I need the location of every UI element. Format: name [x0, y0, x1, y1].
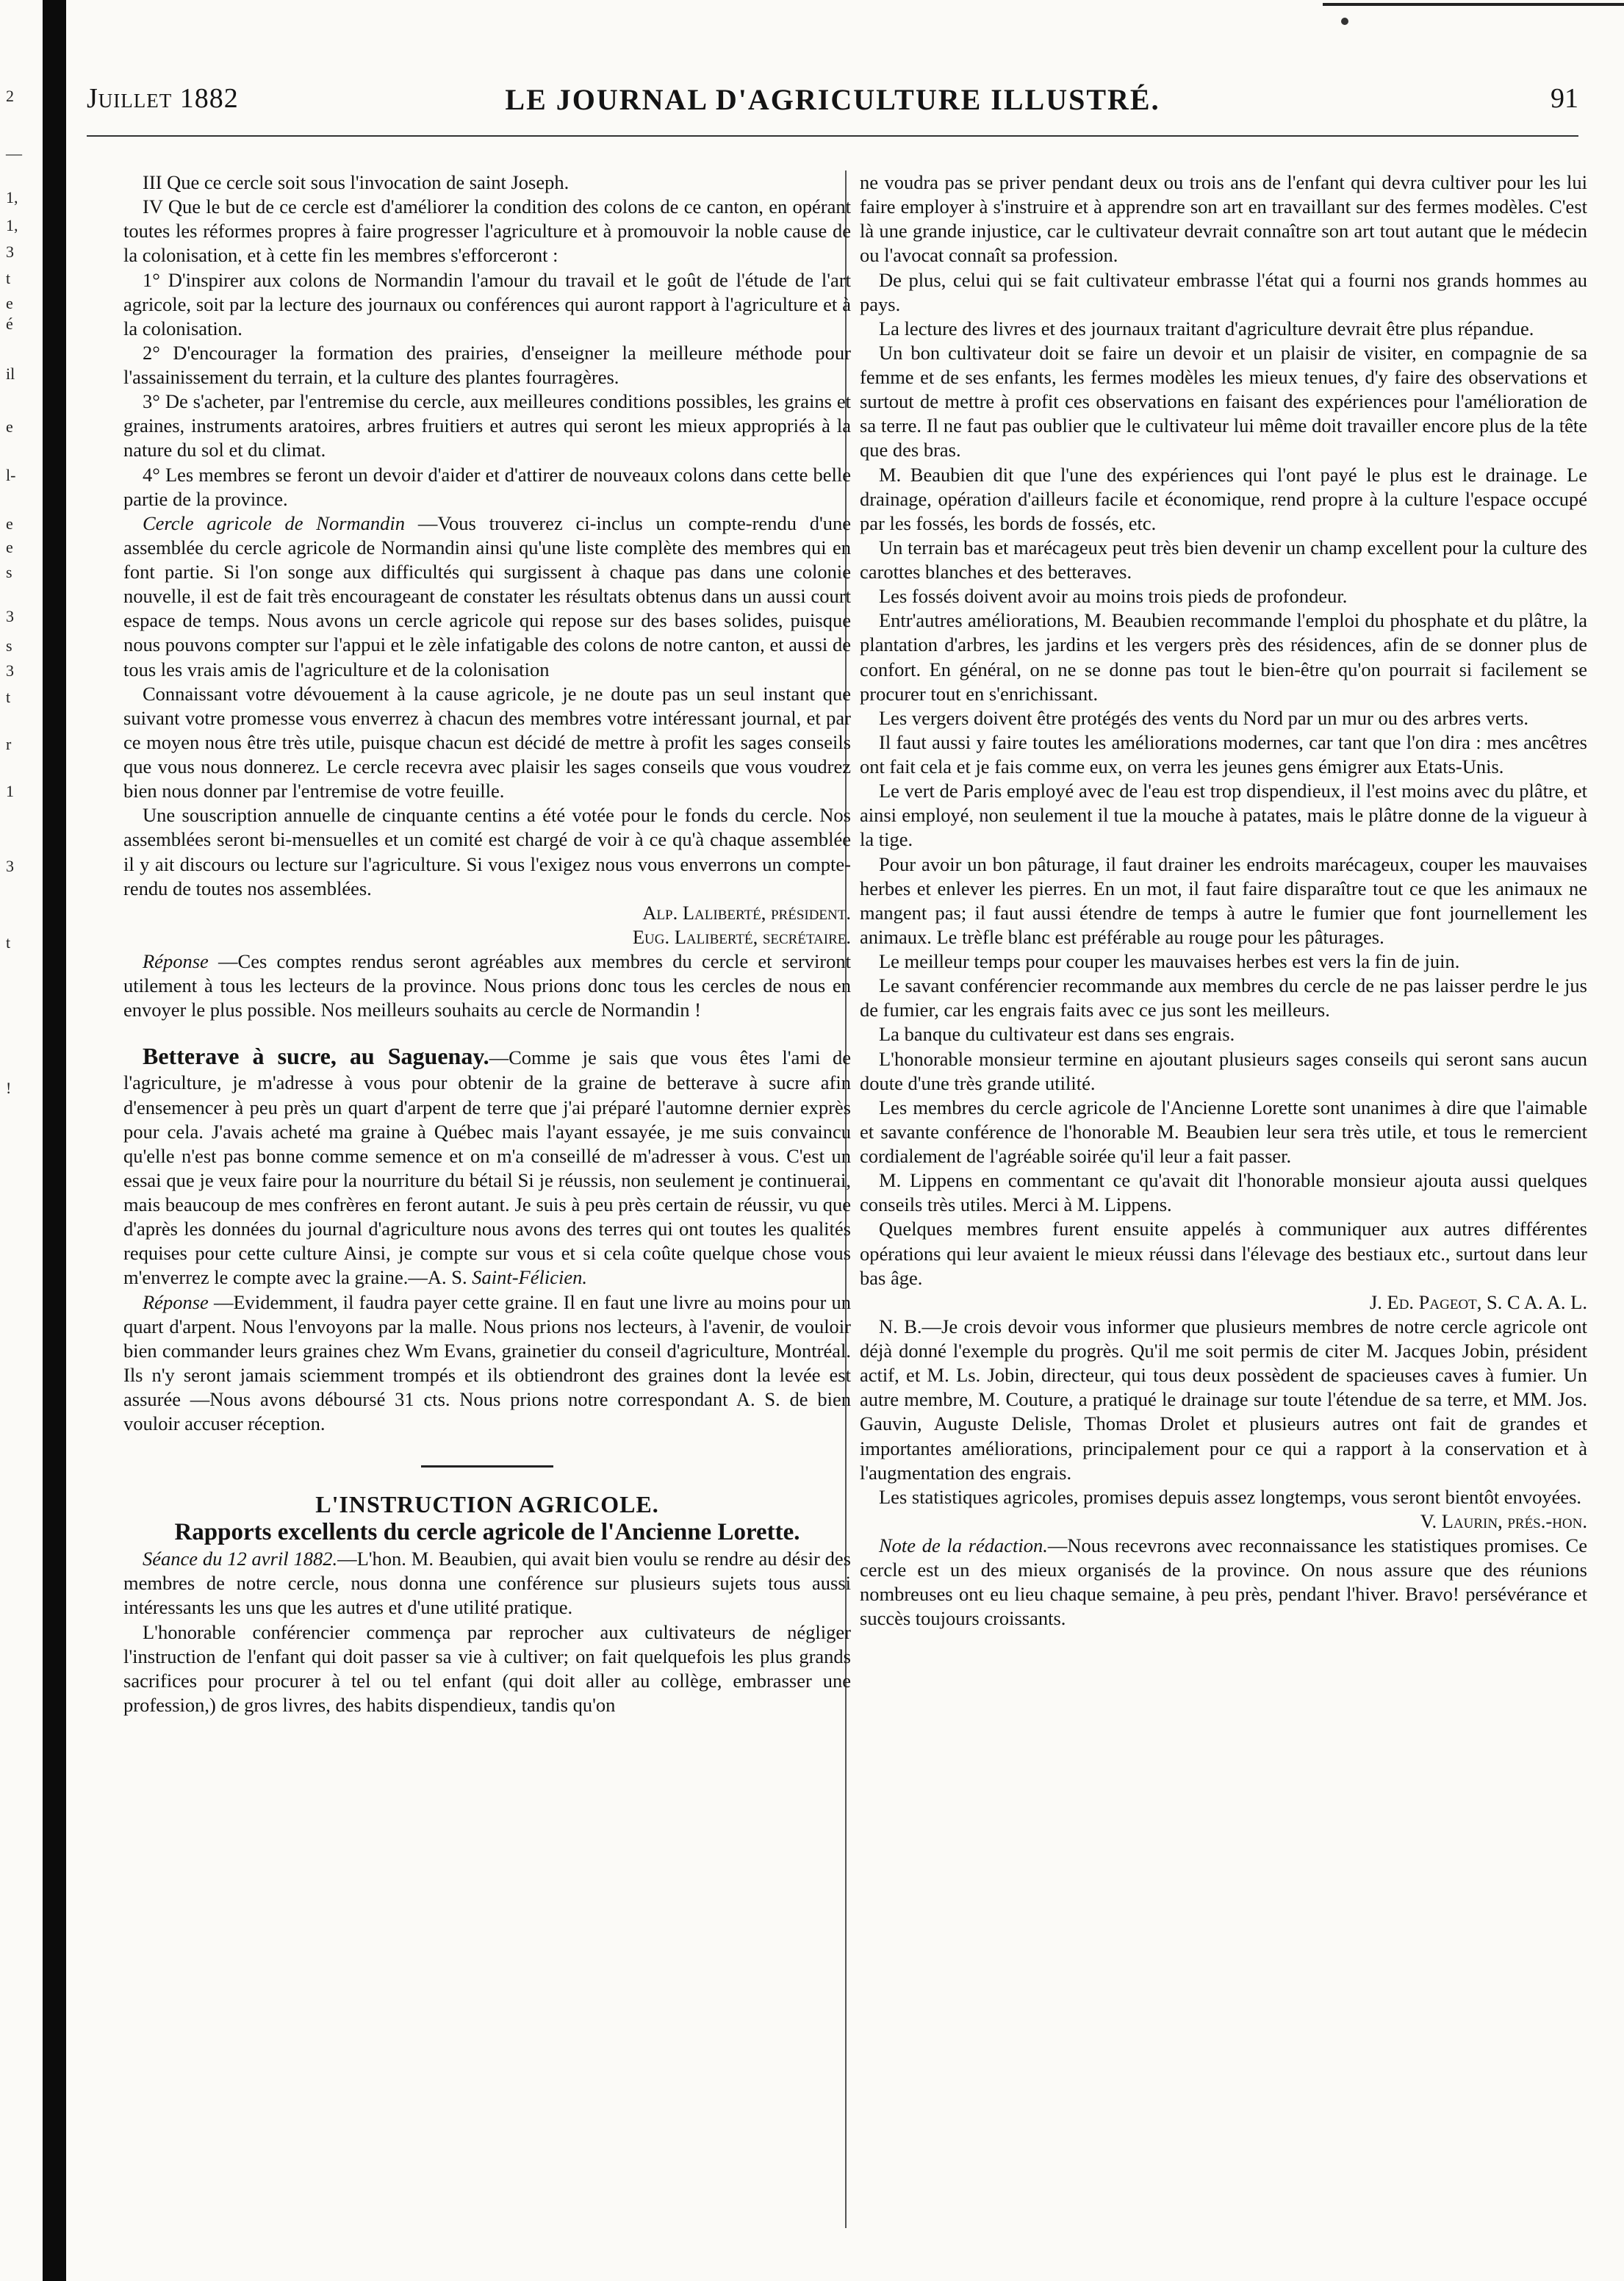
paragraph: Réponse —Evidemment, il faudra payer cette graine. Il en faut une livre au moins pour un quart d'arpent. Nous l'envoyons par la malle. Nous prions nos lecteurs, à l'avenir, de vouloir bien commander leurs graines chez Wm Evans, grainetier du conseil d'agriculture, Montréal. Ils n'y seront jamais sciemment trompés et ils obtiendront des graines dont la levée est assurée —Nous avons déboursé 31 cts. Nous prions notre correspondant A. S. de bien vouloir accuser réception. — [123, 1290, 851, 1435]
paragraph: ne voudra pas se priver pendant deux ou trois ans de l'enfant qui devra cultiver pour les lui faire employer à s'instruire et à apprendre son art en travaillant sur des fermes modèles. C'est là une grande injustice, car le cultivateur devrait connaître son art tout autant que le médecin ou l'avocat connaît sa profession. — [860, 171, 1587, 267]
paragraph: M. Beaubien dit que l'une des expériences qui l'ont payé le plus est le drainage. Le drainage, opération d'ailleurs facile et économique, rend propre à la culture l'espace occupé par les fossés, les bords de fossés, etc. — [860, 463, 1587, 534]
paragraph: La lecture des livres et des journaux traitant d'agriculture devrait être plus répandue. — [879, 317, 1534, 340]
inline-lead: Réponse — [143, 950, 209, 972]
paragraph: Le meilleur temps pour couper les mauvaises herbes est vers la fin de juin. — [879, 950, 1460, 972]
signature: Alp. Laliberté, président. — [642, 901, 851, 924]
margin-mark: t — [6, 269, 11, 287]
signature: J. Ed. Pageot, S. C A. A. L. — [1369, 1290, 1587, 1313]
page-header — [87, 82, 1578, 126]
top-rule — [1323, 3, 1624, 6]
journal-title: LE JOURNAL D'AGRICULTURE ILLUSTRÉ. — [505, 83, 1160, 116]
paragraph: Connaissant votre dévouement à la cause agricole, je ne doute pas un seul instant que suivant votre promesse vous enverrez à chacun des membres votre intéressant journal, et par ce moyen nous être très utile, puisque chacun est décidé de mettre à profit les sages conseils que vous nous donnerez. Le cercle recevra avec plaisir les sages conseils que vous voudrez bien nous donner par l'entremise de votre feuille. — [123, 682, 851, 802]
paragraph: De plus, celui qui se fait cultivateur embrasse l'état qui a fourni nos grands hommes au pays. — [860, 268, 1587, 315]
paragraph: L'honorable monsieur termine en ajoutant plusieurs sages conseils qui seront sans aucun doute d'une très grande utilité. — [860, 1047, 1587, 1094]
paragraph: L'honorable conférencier commença par reprocher aux cultivateurs de négliger l'instruction de l'enfant qui doit passer sa vie à cultiver; on fait quelquefois les plus grands sacrifices pour procurer à tel ou tel enfant (qui doit aller au collège, embrasser une profession,) de gros livres, des habits dispendieux, tandis qu'on — [123, 1620, 851, 1716]
paragraph: IV Que le but de ce cercle est d'améliorer la condition des colons de ce canton, en opérant toutes les réformes propres à faire progresser l'agriculture et à promouvoir la noble cause de la colonisation, et à cette fin les membres s'efforceront : — [123, 195, 851, 267]
paragraph: Le savant conférencier recommande aux membres du cercle de ne pas laisser perdre le jus de fumier, car les engrais faits avec ce jus sont les meilleurs. — [860, 974, 1587, 1021]
paragraph: 4° Les membres se feront un devoir d'aider et d'attirer de nouveaux colons dans cette belle partie de la province. — [123, 463, 851, 510]
header-rule — [87, 135, 1578, 137]
inline-lead: Séance du 12 avril 1882. — [143, 1548, 338, 1570]
binding-edge — [43, 0, 66, 2281]
margin-mark: r — [6, 735, 12, 753]
paragraph: Note de la rédaction.—Nous recevrons avec reconnaissance les statistiques promises. Ce cercle est un des mieux organisés de la province. On nous assure que des réunions nombreuses ont eu lieu chaque semaine, à peu près, pendant l'hiver. Bravo! persévérance et succès toujours croissants. — [860, 1534, 1587, 1630]
section-title: L'INSTRUCTION AGRICOLE. — [315, 1491, 659, 1518]
paragraph: Une souscription annuelle de cinquante centins a été votée pour le fonds du cercle. Nos assemblées seront bi-mensuelles et un comité est chargé de voir à ce qu'à chaque assemblée il y ait discours ou lecture sur l'agriculture. Si vous l'exigez nous vous enverrons un compte-rendu de toutes nos assemblées. — [123, 804, 851, 899]
paragraph: Pour avoir un bon pâturage, il faut drainer les endroits marécageux, couper les mauvaises herbes et enlever les pierres. En un mot, il faut faire disparaître tout ce que les animaux ne mangent pas; il faut aussi étendre de temps à autre le fumier que font journellement les animaux. Le trèfle blanc est préférable au rouge pour les pâturages. — [860, 852, 1587, 948]
inline-lead: Réponse — [143, 1290, 209, 1313]
margin-mark: l- — [6, 466, 16, 484]
paragraph: M. Lippens en commentant ce qu'avait dit l'honorable monsieur ajouta aussi quelques conseils très utiles. Merci à M. Lippens. — [860, 1169, 1587, 1216]
signature: V. Laurin, prés.-hon. — [1420, 1509, 1587, 1532]
margin-mark: — — [6, 144, 22, 162]
margin-mark: s — [6, 636, 12, 655]
paragraph: Cercle agricole de Normandin —Vous trouverez ci-inclus un compte-rendu d'une assemblée du cercle agricole de Normandin ainsi qu'une liste complète des membres qui en font partie. Si l'on songe aux difficultés qui surgissent à chaque pas dans une colonie nouvelle, il est de fait très encourageant de constater les résultats obtenus dans un aussi court espace de temps. Nous avons un cercle agricole qui repose sur des bases solides, puisque nous pouvons compter sur l'appui et le zèle infatigable des colons de notre canton, et aussi de tous les vrais amis de l'agriculture et de la colonisation — [123, 511, 852, 680]
paragraph: N. B.—Je crois devoir vous informer que plusieurs membres de notre cercle agricole ont déjà donné l'exemple du progrès. Qu'il me soit permis de citer M. Jacques Jobin, président actif, et M. Ls. Jobin, directeur, qui tous deux possèdent de spacieuses caves à fumier. Un autre membre, M. Couture, a pratiqué le drainage sur toute l'étendue de sa terre, et MM. Jos. Gauvin, Auguste Delisle, Thomas Drolet et plusieurs autres ont fait de grandes et importantes améliorations, principalement pour ce qui a rapport à la conservation et à l'augmentation des engrais. — [860, 1315, 1587, 1484]
margin-mark: s — [6, 563, 12, 581]
paragraph: 3° De s'acheter, par l'entremise du cercle, aux meilleures conditions possibles, les grains et graines, instruments aratoires, arbres fruitiers et autres qui seront les mieux appropriés à la nature du sol et du climat. — [123, 390, 851, 461]
margin-mark: 3 — [6, 607, 14, 625]
paragraph: Un terrain bas et marécageux peut très bien devenir un champ excellent pour la culture des carottes blanches et des betteraves. — [860, 536, 1587, 583]
margin-mark: 1 — [6, 782, 14, 800]
paragraph: Il faut aussi y faire toutes les améliorations modernes, car tant que l'on dira : mes ancêtres ont fait cela et je fais comme eux, on verra les jeunes gens émigrer aux Etats-Unis. — [860, 730, 1587, 777]
margin-mark: il — [6, 364, 15, 383]
margin-marks — [0, 0, 26, 2281]
ink-dot — [1341, 18, 1348, 25]
paragraph: Les statistiques agricoles, promises depuis assez longtemps, vous seront bientôt envoyées. — [879, 1485, 1582, 1508]
paragraph: Le vert de Paris employé avec de l'eau est trop dispendieux, il l'est moins avec du plâtre, et ainsi employé, non seulement il tue la mouche à patates, mais le plâtre donne de la vigueur à la tige. — [860, 780, 1587, 851]
signature: Eug. Laliberté, secrétaire. — [632, 925, 851, 948]
paragraph: Les vergers doivent être protégés des vents du Nord par un mur ou des arbres verts. — [879, 706, 1529, 729]
header-date: Juillet 1882 — [87, 83, 239, 114]
margin-mark: 3 — [6, 243, 14, 261]
paragraph: Les membres du cercle agricole de l'Ancienne Lorette sont unanimes à dire que l'aimable et savante conférence de l'honorable M. Beaubien leur sera très utile, et tous le remercient cordialement de l'agréable soirée qu'il leur a fait passer. — [860, 1096, 1587, 1167]
paragraph: Un bon cultivateur doit se faire un devoir et un plaisir de visiter, en compagnie de sa femme et de ses enfants, les fermes modèles les mieux tenues, d'y faire des observations et surtout de mettre à profit ces observations en faisant des expériences pour l'amélioration de sa terre. Il ne faut pas oublier que le cultivateur lui même doit travailler encore plus de la tête que des bras. — [860, 341, 1587, 461]
paragraph: Entr'autres améliorations, M. Beaubien recommande l'emploi du phosphate et du plâtre, la plantation d'arbres, les jardins et les vergers près des résidences, afin de se donner plus de confort. En général, on ne se donne pas tout le bien-être qu'on pourrait si facilement se procurer tout en s'enrichissant. — [860, 609, 1587, 705]
margin-mark: e — [6, 294, 13, 312]
right-column — [860, 170, 1587, 1631]
inline-lead: Note de la rédaction. — [879, 1534, 1048, 1556]
article-betterave: Betterave à sucre, au Saguenay.—Comme je sais que vous êtes l'ami de l'agriculture, je m'adresse à vous pour obtenir de la graine de betterave à sucre afin d'ensemencer à peu près un quart d'arpent de terre que j'ai préparé l'automne dernier exprès pour cela. J'avais acheté ma graine à Québec mais l'ayant essayée, je me suis convaincu qu'elle n'est pas bonne comme semence et on m'a conseillé de m'adresser à vous. C'est un essai que je veux faire pour la nourriture du bétail Si je réussis, non seulement je continuerai, mais beaucoup de mes confrères en feront autant. Je suis à peu près certain de réussir, vu que d'après les données du journal d'agriculture nous avons des terres qui ont toutes les qualités requises pour cette culture Ainsi, je compte sur vous et si cela coûte quelque chose vous m'enverrez le compte avec la graine.—A. S. Saint-Félicien. — [123, 1043, 851, 1289]
paragraph: 2° D'encourager la formation des prairies, d'enseigner la meilleure méthode pour l'assainissement du terrain, et la culture des plantes fourragères. — [123, 341, 851, 388]
margin-mark: e — [6, 538, 13, 556]
page-number: 91 — [1551, 83, 1578, 114]
margin-mark: ! — [6, 1079, 12, 1097]
margin-mark: 1, — [6, 216, 18, 234]
paragraph: III Que ce cercle soit sous l'invocation de saint Joseph. — [143, 171, 570, 193]
margin-mark: 1, — [6, 188, 18, 206]
margin-mark: é — [6, 315, 13, 333]
section-subtitle: Rapports excellents du cercle agricole de l'Ancienne Lorette. — [174, 1519, 800, 1546]
paragraph: Quelques membres furent ensuite appelés à communiquer aux autres différentes opérations qui leur avaient le mieux réussi dans l'élevage des bestiaux etc., surtout dans leur bas âge. — [860, 1218, 1587, 1289]
margin-mark: e — [6, 417, 13, 436]
paragraph: La banque du cultivateur est dans ses engrais. — [879, 1023, 1235, 1046]
margin-mark: 2 — [6, 87, 14, 105]
margin-mark: 3 — [6, 661, 14, 680]
article-headline: Betterave à sucre, au Saguenay. — [143, 1043, 489, 1070]
paragraph: Séance du 12 avril 1882.—L'hon. M. Beaubien, qui avait bien voulu se rendre au désir des membres de notre cercle, nous donna une conférence sur plusieurs sujets tous aussi intéressants les uns que les autres et d'une utilité pratique. — [123, 1548, 851, 1619]
margin-mark: t — [6, 688, 11, 706]
section-rule — [421, 1465, 553, 1468]
margin-mark: e — [6, 514, 13, 533]
left-column — [123, 170, 851, 1717]
inline-lead: Cercle agricole de Normandin — [143, 511, 406, 534]
paragraph: Réponse —Ces comptes rendus seront agréables aux membres du cercle et serviront utilement à tous les lecteurs de la province. Nous prions donc tous les cercles de nous en envoyer le plus possible. Nos meilleurs souhaits au cercle de Normandin ! — [123, 950, 851, 1021]
paragraph: Les fossés doivent avoir au moins trois pieds de profondeur. — [879, 585, 1348, 608]
margin-mark: t — [6, 933, 11, 952]
paragraph: 1° D'inspirer aux colons de Normandin l'amour du travail et le goût de l'étude de l'art agricole, soit par la lecture des journaux ou conférences qui auront rapport à l'agriculture et à la colonisation. — [123, 268, 851, 340]
margin-mark: 3 — [6, 857, 14, 875]
